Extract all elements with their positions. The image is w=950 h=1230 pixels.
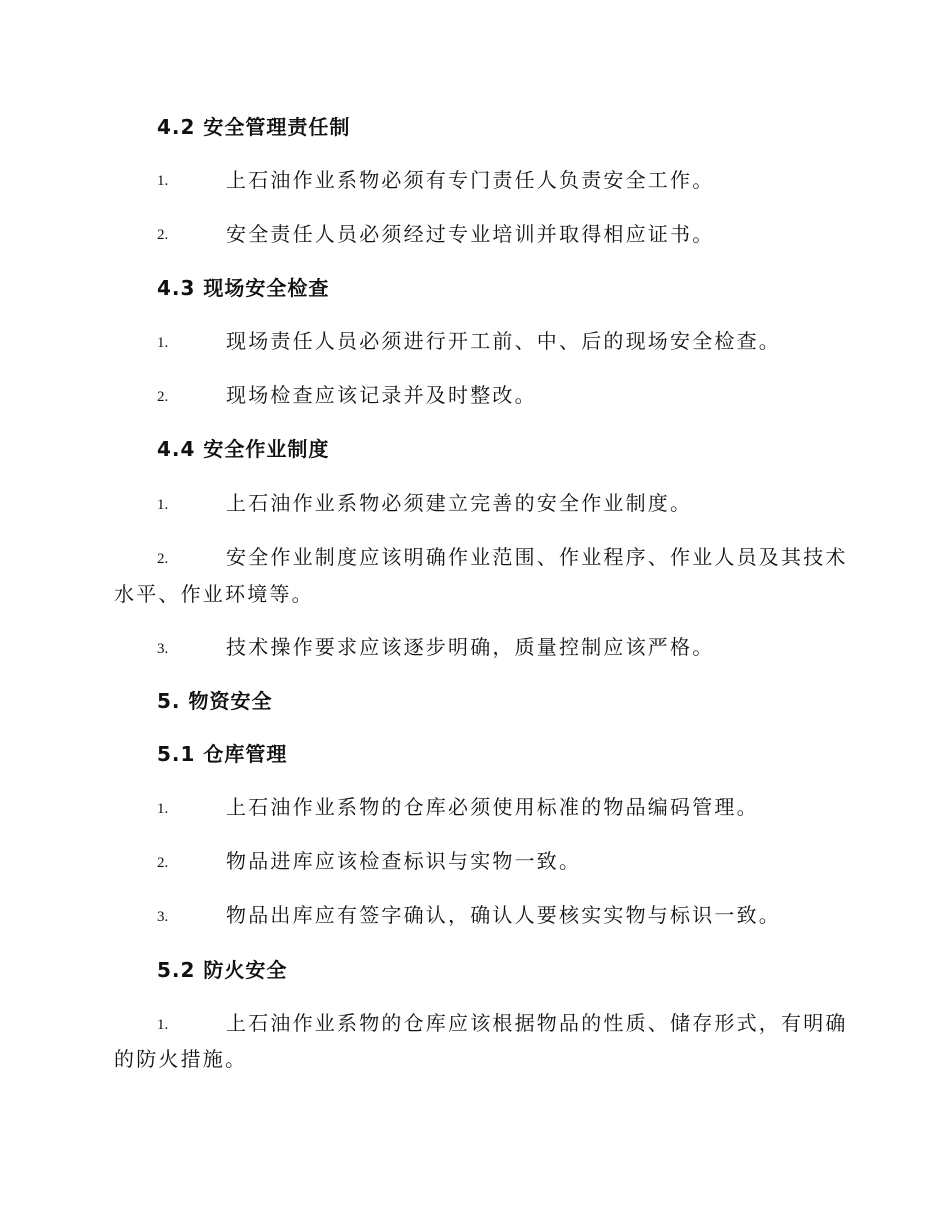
- section-heading-4-2: 4.2 安全管理责任制: [157, 115, 351, 139]
- list-item-text: 上石油作业系物必须有专门责任人负责安全工作。: [226, 168, 715, 192]
- list-item-number: 1.: [157, 497, 169, 513]
- list-item-number: 2.: [157, 855, 169, 871]
- list-item-text-continuation: 水平、作业环境等。: [114, 582, 314, 606]
- list-item-text: 现场责任人员必须进行开工前、中、后的现场安全检查。: [226, 329, 781, 353]
- list-item-text-continuation: 的防火措施。: [114, 1047, 248, 1071]
- list-item-text: 上石油作业系物必须建立完善的安全作业制度。: [226, 491, 693, 515]
- list-item-number: 1.: [157, 801, 169, 817]
- section-heading-4-3: 4.3 现场安全检查: [157, 276, 330, 300]
- list-item-number: 2.: [157, 227, 169, 243]
- list-item-text: 现场检查应该记录并及时整改。: [226, 383, 537, 407]
- section-heading-4-4: 4.4 安全作业制度: [157, 437, 330, 461]
- list-item-text: 物品出库应有签字确认，确认人要核实实物与标识一致。: [226, 903, 781, 927]
- list-item-text: 上石油作业系物的仓库应该根据物品的性质、储存形式，有明确: [226, 1011, 848, 1035]
- list-item-text: 物品进库应该检查标识与实物一致。: [226, 849, 582, 873]
- list-item-number: 3.: [157, 909, 169, 925]
- list-item-text: 上石油作业系物的仓库必须使用标准的物品编码管理。: [226, 795, 759, 819]
- list-item-number: 1.: [157, 335, 169, 351]
- section-heading-5: 5. 物资安全: [157, 689, 273, 713]
- list-item-text: 安全责任人员必须经过专业培训并取得相应证书。: [226, 222, 715, 246]
- list-item-number: 1.: [157, 173, 169, 189]
- section-heading-5-1: 5.1 仓库管理: [157, 742, 288, 766]
- list-item-number: 1.: [157, 1017, 169, 1033]
- list-item-number: 2.: [157, 551, 169, 567]
- list-item-text: 安全作业制度应该明确作业范围、作业程序、作业人员及其技术: [226, 545, 848, 569]
- list-item-number: 3.: [157, 641, 169, 657]
- list-item-number: 2.: [157, 389, 169, 405]
- section-heading-5-2: 5.2 防火安全: [157, 958, 288, 982]
- list-item-text: 技术操作要求应该逐步明确，质量控制应该严格。: [226, 635, 715, 659]
